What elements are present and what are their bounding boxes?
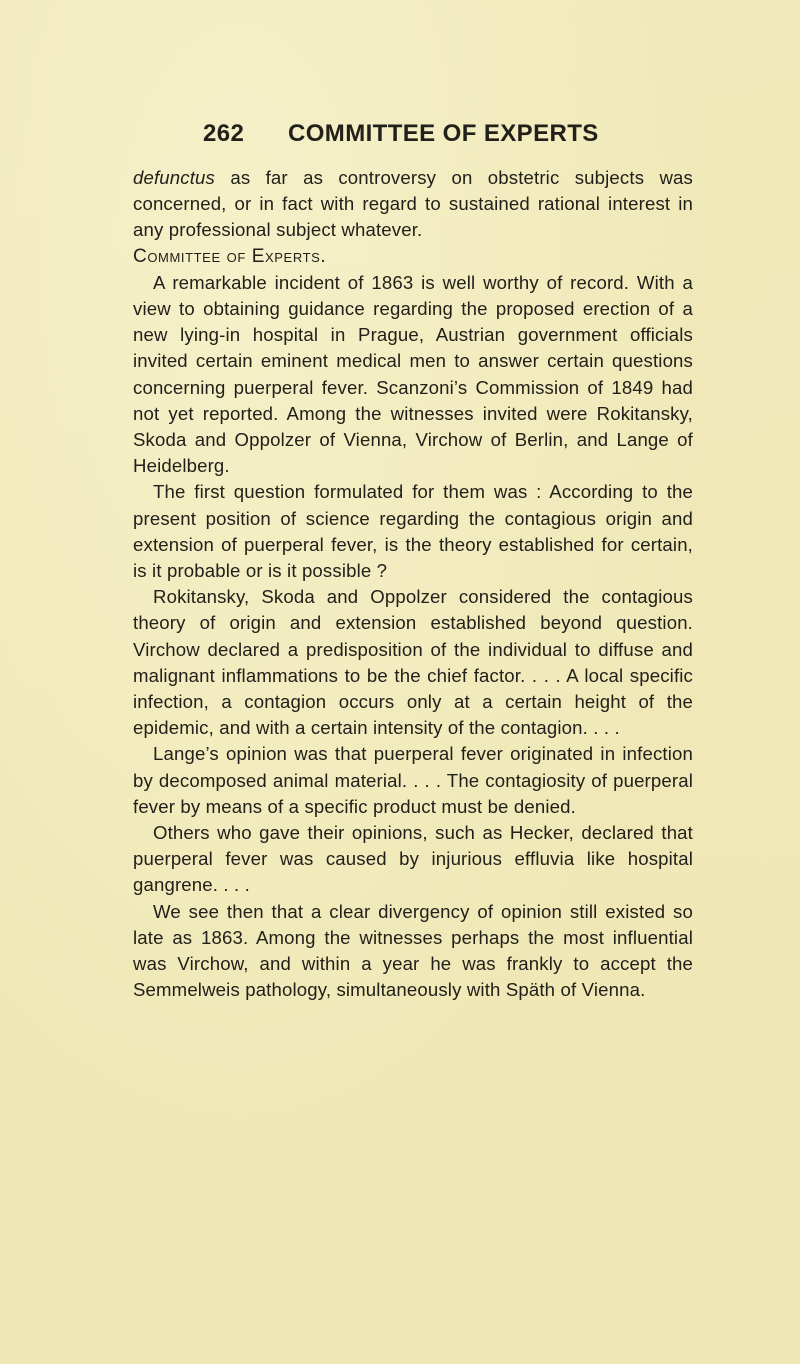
paragraph: Rokitansky, Skoda and Oppolzer considered the contagious theory of origin and extension established beyond question. Virchow declared a predisposition of the individual to diffuse and malignant inflammations to be the chief factor. . . . A local specific infection, a contagion occurs only at a certain height of the epidemic, and with a certain intensity of the contagion. . . . <box>133 586 693 739</box>
opening-text: as far as controversy on obstetric subjects was concerned, or in fact with regard to sustained rational interest in any professional subject whatever. <box>133 167 693 241</box>
body-text <box>133 165 693 1004</box>
latin-term: defunctus <box>133 167 215 188</box>
paragraph: Others who gave their opinions, such as Hecker, declared that puerperal fever was caused by injurious effluvia like hospital gangrene. . . . <box>133 822 693 896</box>
paragraph: Lange’s opinion was that puerperal fever originated in infection by decomposed animal material. . . . The contagiosity of puerperal fever by means of a specific product must be denied. <box>133 743 693 817</box>
paragraph: The first question formulated for them was : According to the present position of science regarding the contagious origin and extension of puerperal fever, is the theory established for certain, is it probable or is it possible ? <box>133 481 693 582</box>
section-heading: Committee of Experts. <box>133 245 327 267</box>
opening-paragraph <box>133 165 693 244</box>
page-number: 262 <box>203 120 245 147</box>
running-title: COMMITTEE OF EXPERTS <box>288 120 599 147</box>
paragraph: We see then that a clear divergency of opinion still existed so late as 1863. Among the witnesses perhaps the most influential was Virchow, and within a year he was frankly to accept the Semmelweis pathology, simultaneously with Späth of Vienna. <box>133 900 693 1001</box>
paragraph: A remarkable incident of 1863 is well worthy of record. With a view to obtaining guidance regarding the proposed erection of a new lying-in hospital in Prague, Austrian government officials invited certain eminent medical men to answer certain questions concerning puerperal fever. Scanzoni’s Commission of 1849 had not yet reported. Among the witnesses invited were Rokitansky, Skoda and Oppolzer of Vienna, Virchow of Berlin, and Lange of Heidelberg. <box>133 271 693 477</box>
page-header <box>203 120 623 150</box>
